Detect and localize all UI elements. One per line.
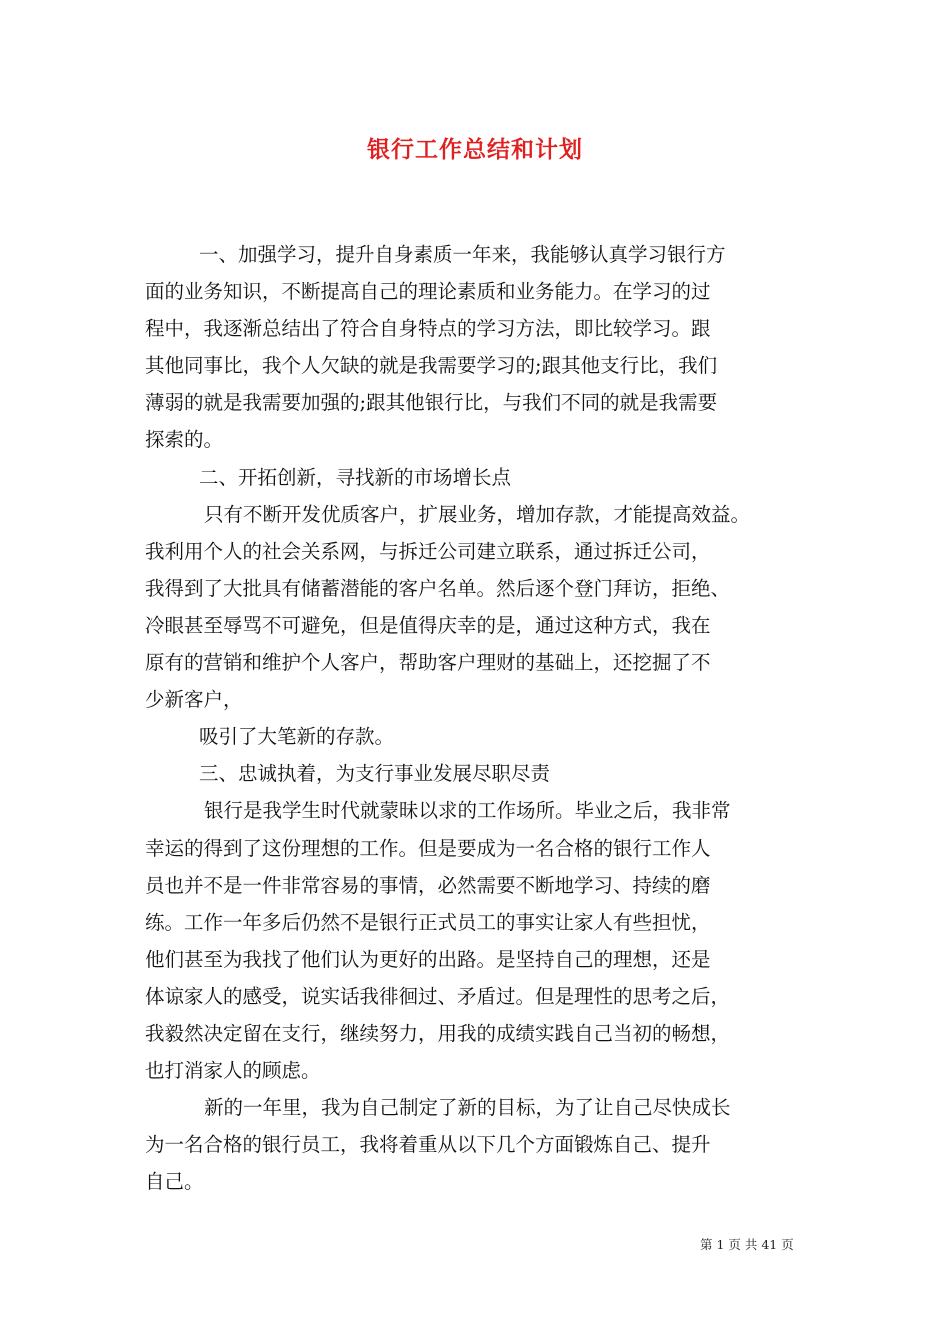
paragraph-line: 自己。 — [145, 1170, 204, 1194]
page-number: 第 1 页 共 41 页 — [700, 1237, 794, 1252]
paragraph-line: 面的业务知识，不断提高自己的理论素质和业务能力。在学习的过 — [145, 280, 711, 304]
paragraph-line: 体谅家人的感受，说实话我徘徊过、矛盾过。但是理性的思考之后， — [145, 984, 731, 1008]
paragraph-line: 少新客户， — [145, 688, 243, 712]
paragraph-line: 我得到了大批具有储蓄潜能的客户名单。然后逐个登门拜访，拒绝、 — [145, 576, 731, 600]
paragraph-line: 练。工作一年多后仍然不是银行正式员工的事实让家人有些担忧， — [145, 910, 711, 934]
paragraph-line: 新的一年里，我为自己制定了新的目标，为了让自己尽快成长 — [204, 1096, 731, 1120]
paragraph-line: 冷眼甚至辱骂不可避免，但是值得庆幸的是，通过这种方式，我在 — [145, 613, 711, 637]
paragraph-line: 吸引了大笔新的存款。 — [199, 725, 395, 749]
paragraph-line: 员也并不是一件非常容易的事情，必然需要不断地学习、持续的磨 — [145, 873, 711, 897]
paragraph-line: 为一名合格的银行员工，我将着重从以下几个方面锻炼自己、提升 — [145, 1133, 711, 1157]
paragraph-line: 薄弱的就是我需要加强的;跟其他银行比，与我们不同的就是我需要 — [145, 391, 718, 415]
paragraph-line: 我利用个人的社会关系网，与拆迁公司建立联系，通过拆迁公司， — [145, 539, 711, 563]
paragraph-line: 程中，我逐渐总结出了符合自身特点的学习方法，即比较学习。跟 — [145, 317, 711, 341]
paragraph-line: 一、加强学习，提升自身素质一年来，我能够认真学习银行方 — [199, 243, 726, 266]
document-body — [145, 236, 825, 1200]
section-heading: 二、开拓创新，寻找新的市场增长点 — [199, 465, 512, 489]
page-title: 银行工作总结和计划 — [367, 136, 583, 163]
paragraph-line: 我毅然决定留在支行，继续努力，用我的成绩实践自己当初的畅想， — [145, 1021, 731, 1045]
paragraph-line: 也打消家人的顾虑。 — [145, 1059, 321, 1083]
paragraph-line: 其他同事比，我个人欠缺的就是我需要学习的;跟其他支行比，我们 — [145, 354, 718, 378]
paragraph-line: 原有的营销和维护个人客户，帮助客户理财的基础上，还挖掘了不 — [145, 651, 711, 675]
paragraph-line: 探索的。 — [145, 428, 224, 452]
paragraph-line: 只有不断开发优质客户，扩展业务，增加存款，才能提高效益。 — [204, 502, 751, 526]
paragraph-line: 银行是我学生时代就蒙昧以求的工作场所。毕业之后，我非常 — [204, 799, 731, 823]
paragraph-line: 他们甚至为我找了他们认为更好的出路。是坚持自己的理想，还是 — [145, 947, 711, 971]
section-heading: 三、忠诚执着，为支行事业发展尽职尽责 — [199, 762, 551, 786]
paragraph-line: 幸运的得到了这份理想的工作。但是要成为一名合格的银行工作人 — [145, 836, 711, 860]
